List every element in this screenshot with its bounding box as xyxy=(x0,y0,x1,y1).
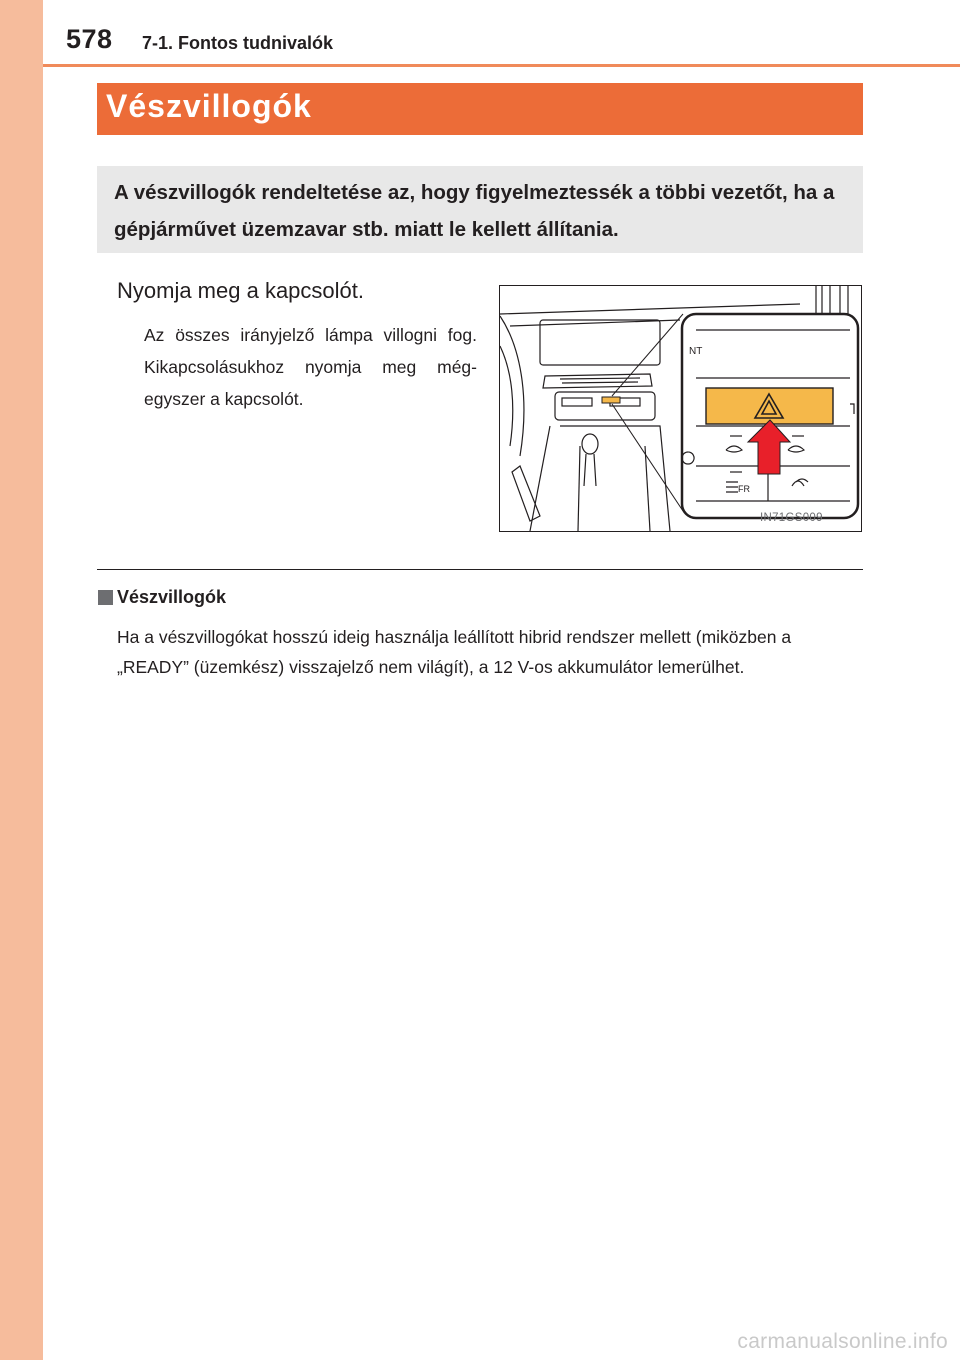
hazard-switch-illustration xyxy=(499,285,862,532)
switch-location-marker xyxy=(602,397,620,403)
note-title: Vészvillogók xyxy=(117,587,227,607)
watermark: carmanualsonline.info xyxy=(737,1330,948,1353)
dashboard-drawing xyxy=(500,286,861,531)
panel-label-fr: FR xyxy=(738,484,750,494)
section-divider xyxy=(97,569,863,570)
side-color-strip xyxy=(0,0,43,1360)
section-title: Vészvillogók xyxy=(106,88,312,124)
step-title: Nyomja meg a kapcsolót. xyxy=(117,278,364,303)
square-bullet-icon xyxy=(98,590,113,605)
header-rule xyxy=(43,64,960,67)
intro-text: A vészvillogók rendeltetése az, hogy figyelmeztessék a többi vezetőt, ha a gépjárművet üzemzavar stb. miatt le kellett állítania. xyxy=(114,181,835,241)
note-body: Ha a vészvillogókat hosszú ideig használja leállított hibrid rendszer mellett (miközben a „READY” (üzemkész) visszajelző nem világít), a 12 V-os akkumulátor lemerülhet. xyxy=(117,627,792,677)
figure-code: IN71GS009 xyxy=(760,512,823,524)
step-description: Az összes irányjelző lámpa villogni fog. Kikapcsolásukhoz nyomja meg még-egyszer a kapcsolót. xyxy=(144,325,477,409)
panel-label-left: NT xyxy=(689,346,703,357)
page-number: 578 xyxy=(66,24,113,54)
chapter-title: 7-1. Fontos tudnivalók xyxy=(142,33,334,53)
